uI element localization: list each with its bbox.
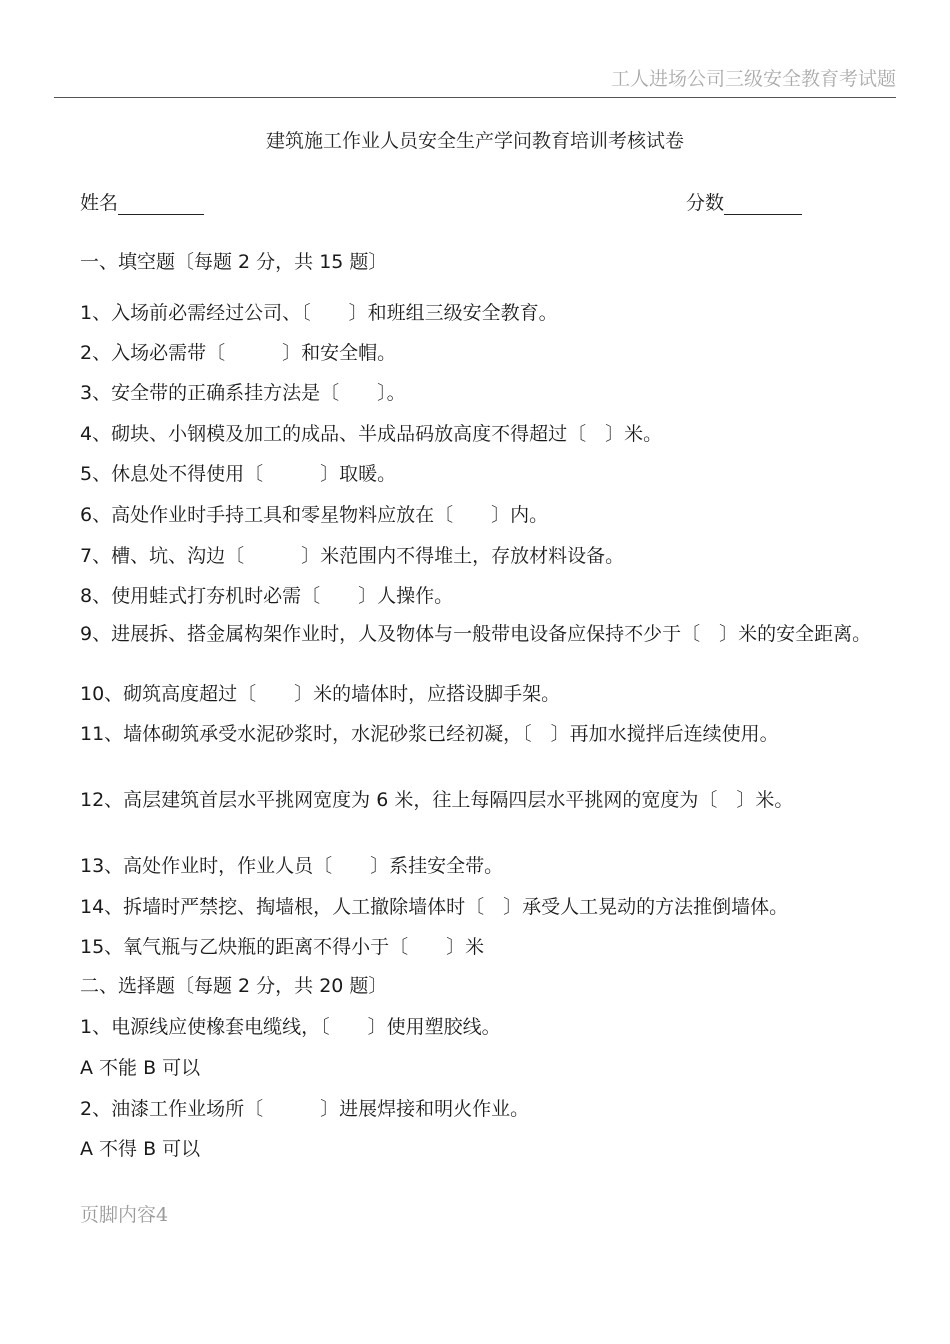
score-blank-line [724,192,802,215]
question-7: 7、槽、坑、沟边〔 〕米范围内不得堆土，存放材料设备。 [80,545,625,567]
document-title: 建筑施工作业人员安全生产学问教育培训考核试卷 [265,130,684,152]
question-14: 14、拆墙时严禁挖、掏墙根，人工撤除墙体时〔 〕承受人工晃动的方法推倒墙体。 [80,896,789,918]
header-divider [54,97,896,98]
question-4: 4、砌块、小钢模及加工的成品、半成品码放高度不得超过〔 〕米。 [80,423,663,445]
choice-options-2: A 不得 B 可以 [80,1138,201,1160]
choice-options-1: A 不能 B 可以 [80,1057,201,1079]
question-3: 3、安全带的正确系挂方法是〔 〕。 [80,382,406,404]
question-12: 12、高层建筑首层水平挑网宽度为 6 米，往上每隔四层水平挑网的宽度为〔 〕米。 [80,789,794,811]
question-9: 9、进展拆、搭金属构架作业时，人及物体与一般带电设备应保持不少于〔 〕米的安全距离。 [80,623,872,645]
section1-heading: 一、填空题〔每题 2 分，共 15 题〕 [80,251,388,273]
question-10: 10、砌筑高度超过〔 〕米的墙体时，应搭设脚手架。 [80,683,561,705]
choice-question-2: 2、油漆工作业场所〔 〕进展焊接和明火作业。 [80,1098,530,1120]
question-15: 15、氧气瓶与乙炔瓶的距离不得小于〔 〕米 [80,936,485,958]
question-13: 13、高处作业时，作业人员〔 〕系挂安全带。 [80,855,504,877]
choice-question-1: 1、电源线应使橡套电缆线，〔 〕使用塑胶线。 [80,1016,501,1038]
score-field [686,188,802,215]
name-field [80,188,204,215]
question-11: 11、墙体砌筑承受水泥砂浆时，水泥砂浆已经初凝，〔 〕再加水搅拌后连续使用。 [80,723,779,745]
question-6: 6、高处作业时手持工具和零星物料应放在〔 〕内。 [80,504,549,526]
question-5: 5、休息处不得使用〔 〕取暖。 [80,463,397,485]
page-header-text: 工人进场公司三级安全教育考试题 [610,68,896,90]
name-blank-line [118,192,204,215]
question-1: 1、入场前必需经过公司、〔 〕和班组三级安全教育。 [80,302,558,324]
score-label: 分数 [686,192,725,214]
page-footer-text: 页脚内容4 [80,1204,169,1226]
name-label: 姓名 [80,192,119,214]
question-8: 8、使用蛙式打夯机时必需〔 〕人操作。 [80,585,454,607]
question-2: 2、入场必需带〔 〕和安全帽。 [80,342,397,364]
section2-heading: 二、选择题〔每题 2 分，共 20 题〕 [80,975,388,997]
